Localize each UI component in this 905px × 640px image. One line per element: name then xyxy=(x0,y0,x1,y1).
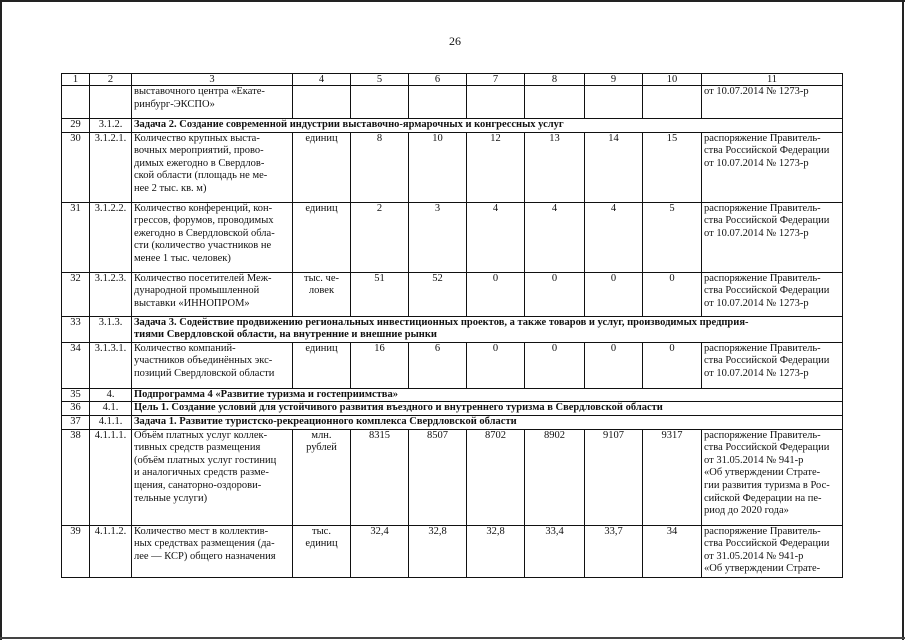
header-cell: 2 xyxy=(90,74,132,86)
table-row xyxy=(62,429,843,525)
indicators-table xyxy=(61,73,843,578)
table-row xyxy=(62,132,843,202)
value-cell: 13 xyxy=(525,132,585,202)
unit-cell: единиц xyxy=(293,132,351,202)
table-row xyxy=(62,272,843,316)
source-cell: распоряжение Правитель- ства Российской Федерации от 10.07.2014 № 1273-р xyxy=(702,342,843,388)
row-code-cell: 4.1.1.1. xyxy=(90,429,132,525)
row-number-cell xyxy=(62,86,90,119)
value-cell: 8 xyxy=(351,132,409,202)
value-cell: 4 xyxy=(467,202,525,272)
section-title-cell: Цель 1. Создание условий для устойчивого развития въездного и внутреннего туризма в Свердловской области xyxy=(132,402,843,416)
row-code-cell: 3.1.2.3. xyxy=(90,272,132,316)
unit-cell: тыс. единиц xyxy=(293,525,351,577)
source-cell: от 10.07.2014 № 1273-р xyxy=(702,86,843,119)
unit-cell: единиц xyxy=(293,342,351,388)
value-cell: 8507 xyxy=(409,429,467,525)
value-cell xyxy=(467,86,525,119)
value-cell: 8702 xyxy=(467,429,525,525)
row-code-cell: 4. xyxy=(90,388,132,402)
row-code-cell: 3.1.2.1. xyxy=(90,132,132,202)
scan-border-top xyxy=(0,0,905,2)
row-code-cell: 3.1.2.2. xyxy=(90,202,132,272)
header-cell: 3 xyxy=(132,74,293,86)
section-title-cell: Подпрограмма 4 «Развитие туризма и гостеприимства» xyxy=(132,388,843,402)
unit-cell: млн. рублей xyxy=(293,429,351,525)
scan-border-left xyxy=(0,0,2,640)
value-cell: 33,7 xyxy=(585,525,643,577)
value-cell: 10 xyxy=(409,132,467,202)
value-cell: 4 xyxy=(525,202,585,272)
source-cell: распоряжение Правитель- ства Российской Федерации от 10.07.2014 № 1273-р xyxy=(702,272,843,316)
row-code-cell: 4.1.1. xyxy=(90,415,132,429)
indicator-name-cell: выставочного центра «Екате- ринбург-ЭКСПО» xyxy=(132,86,293,119)
unit-cell xyxy=(293,86,351,119)
indicator-name-cell: Объём платных услуг коллек- тивных средств размещения (объём платных услуг гостиниц и аналогичных средств разме- щения, санаторно-оздорови- тельные услуги) xyxy=(132,429,293,525)
value-cell: 15 xyxy=(643,132,702,202)
value-cell xyxy=(585,86,643,119)
unit-cell: тыс. че- ловек xyxy=(293,272,351,316)
value-cell: 4 xyxy=(585,202,643,272)
table-section-row xyxy=(62,119,843,133)
value-cell: 0 xyxy=(585,272,643,316)
section-title-cell: Задача 2. Создание современной индустрии выставочно-ярмарочных и конгрессных услуг xyxy=(132,119,843,133)
value-cell: 12 xyxy=(467,132,525,202)
header-cell: 9 xyxy=(585,74,643,86)
row-code-cell: 4.1.1.2. xyxy=(90,525,132,577)
header-cell: 8 xyxy=(525,74,585,86)
source-cell: распоряжение Правитель- ства Российской Федерации от 31.05.2014 № 941-р «Об утверждении Страте- гии развития туризма в Рос- сийской Федерации на пе- риод до 2020 года» xyxy=(702,429,843,525)
row-number-cell: 29 xyxy=(62,119,90,133)
table-section-row xyxy=(62,388,843,402)
section-title-cell: Задача 1. Развитие туристско-рекреационного комплекса Свердловской области xyxy=(132,415,843,429)
row-number-cell: 38 xyxy=(62,429,90,525)
header-cell: 6 xyxy=(409,74,467,86)
header-cell: 1 xyxy=(62,74,90,86)
unit-cell: единиц xyxy=(293,202,351,272)
row-code-cell xyxy=(90,86,132,119)
value-cell: 0 xyxy=(467,272,525,316)
table-header-row xyxy=(62,74,843,86)
section-title-cell: Задача 3. Содействие продвижению региональных инвестиционных проектов, а также товаров и услуг, производимых предприя- тиями Свердловской области, на внутренние и внешние рынки xyxy=(132,316,843,342)
value-cell xyxy=(409,86,467,119)
value-cell: 32,4 xyxy=(351,525,409,577)
indicator-name-cell: Количество компаний- участников объединённых экс- позиций Свердловской области xyxy=(132,342,293,388)
value-cell: 0 xyxy=(643,272,702,316)
value-cell: 51 xyxy=(351,272,409,316)
row-number-cell: 36 xyxy=(62,402,90,416)
indicator-name-cell: Количество посетителей Меж- дународной промышленной выставки «ИННОПРОМ» xyxy=(132,272,293,316)
page-number: 26 xyxy=(449,34,461,48)
source-cell: распоряжение Правитель- ства Российской Федерации от 31.05.2014 № 941-р «Об утверждении Страте- xyxy=(702,525,843,577)
value-cell: 9107 xyxy=(585,429,643,525)
value-cell: 3 xyxy=(409,202,467,272)
value-cell: 32,8 xyxy=(467,525,525,577)
header-cell: 10 xyxy=(643,74,702,86)
table-row xyxy=(62,202,843,272)
row-code-cell: 4.1. xyxy=(90,402,132,416)
row-number-cell: 31 xyxy=(62,202,90,272)
value-cell: 32,8 xyxy=(409,525,467,577)
row-number-cell: 33 xyxy=(62,316,90,342)
value-cell: 33,4 xyxy=(525,525,585,577)
indicator-name-cell: Количество мест в коллектив- ных средствах размещения (да- лее — КСР) общего назначения xyxy=(132,525,293,577)
row-code-cell: 3.1.3.1. xyxy=(90,342,132,388)
row-number-cell: 30 xyxy=(62,132,90,202)
value-cell: 0 xyxy=(467,342,525,388)
scan-border-right xyxy=(902,0,904,640)
indicator-name-cell: Количество конференций, кон- грессов, форумов, проводимых ежегодно в Свердловской обла- сти (количество участников не менее 1 тыс. человек) xyxy=(132,202,293,272)
table-body xyxy=(62,74,843,578)
header-cell: 7 xyxy=(467,74,525,86)
row-number-cell: 32 xyxy=(62,272,90,316)
row-code-cell: 3.1.3. xyxy=(90,316,132,342)
table-row xyxy=(62,525,843,577)
value-cell xyxy=(525,86,585,119)
value-cell xyxy=(351,86,409,119)
header-cell: 4 xyxy=(293,74,351,86)
value-cell xyxy=(643,86,702,119)
value-cell: 2 xyxy=(351,202,409,272)
row-code-cell: 3.1.2. xyxy=(90,119,132,133)
table-section-row xyxy=(62,316,843,342)
table-section-row xyxy=(62,415,843,429)
source-cell: распоряжение Правитель- ства Российской Федерации от 10.07.2014 № 1273-р xyxy=(702,132,843,202)
value-cell: 0 xyxy=(643,342,702,388)
header-cell: 5 xyxy=(351,74,409,86)
source-cell: распоряжение Правитель- ства Российской Федерации от 10.07.2014 № 1273-р xyxy=(702,202,843,272)
value-cell: 52 xyxy=(409,272,467,316)
row-number-cell: 37 xyxy=(62,415,90,429)
table-row xyxy=(62,342,843,388)
value-cell: 34 xyxy=(643,525,702,577)
indicator-name-cell: Количество крупных выста- вочных мероприятий, прово- димых ежегодно в Свердлов- ской области (площадь не ме- нее 2 тыс. кв. м) xyxy=(132,132,293,202)
row-number-cell: 35 xyxy=(62,388,90,402)
header-cell: 11 xyxy=(702,74,843,86)
value-cell: 0 xyxy=(585,342,643,388)
row-number-cell: 34 xyxy=(62,342,90,388)
value-cell: 6 xyxy=(409,342,467,388)
value-cell: 0 xyxy=(525,342,585,388)
table-row xyxy=(62,86,843,119)
value-cell: 8315 xyxy=(351,429,409,525)
table-section-row xyxy=(62,402,843,416)
value-cell: 14 xyxy=(585,132,643,202)
value-cell: 0 xyxy=(525,272,585,316)
value-cell: 8902 xyxy=(525,429,585,525)
value-cell: 5 xyxy=(643,202,702,272)
value-cell: 16 xyxy=(351,342,409,388)
row-number-cell: 39 xyxy=(62,525,90,577)
value-cell: 9317 xyxy=(643,429,702,525)
scan-border-bottom xyxy=(0,637,905,639)
